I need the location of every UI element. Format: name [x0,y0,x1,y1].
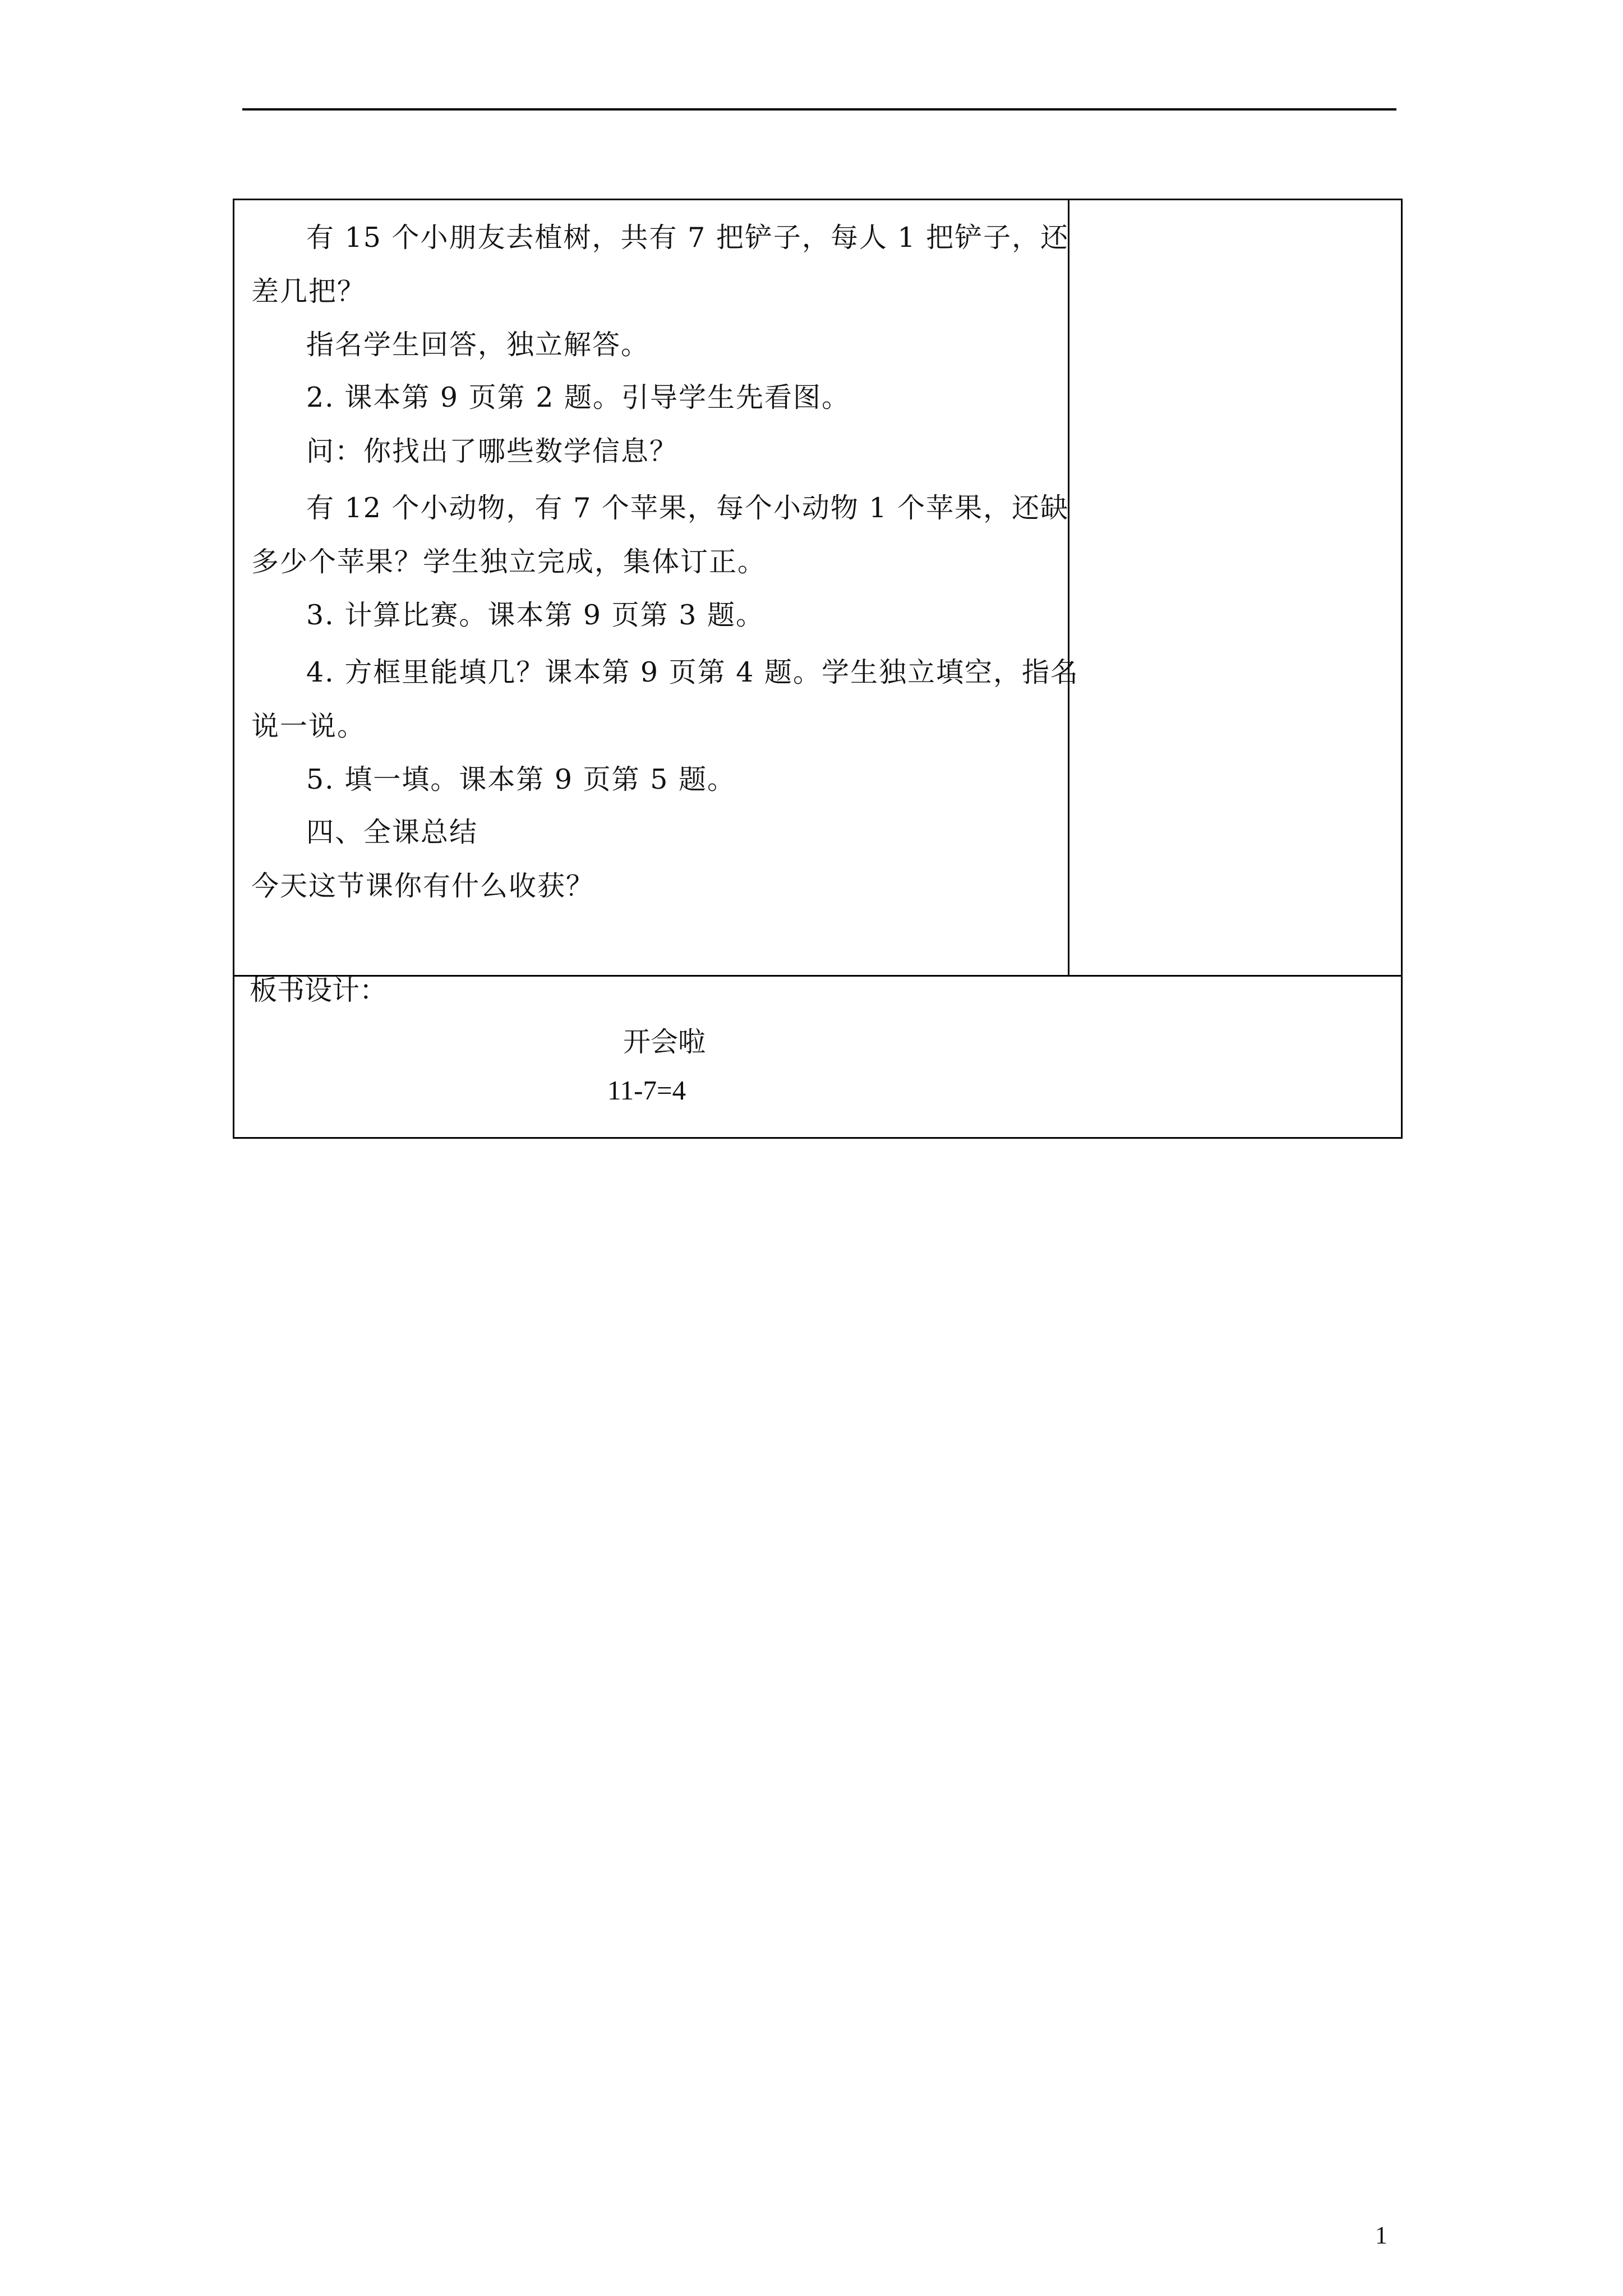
lesson-line: 有 12 个小动物，有 7 个苹果，每个小动物 1 个苹果，还缺 [306,492,1069,524]
board-title: 开会啦 [623,1026,706,1058]
lesson-line: 4. 方框里能填几？课本第 9 页第 4 题。学生独立填空，指名 [306,656,1079,688]
header-rule [242,108,1396,111]
page-number: 1 [1375,2221,1387,2249]
section-heading: 四、全课总结 [306,816,478,848]
lesson-line: 说一说。 [251,710,366,742]
board-design-label: 板书设计： [250,974,388,1006]
board-equation: 11-7=4 [607,1075,686,1106]
lesson-line: 3. 计算比赛。课本第 9 页第 3 题。 [306,599,764,631]
lesson-line: 有 15 个小朋友去植树，共有 7 把铲子，每人 1 把铲子，还 [306,222,1069,254]
lesson-line: 5. 填一填。课本第 9 页第 5 题。 [306,763,736,795]
board-design [233,760,1403,1152]
lesson-line: 多少个苹果？学生独立完成，集体订正。 [251,546,767,578]
lesson-line: 指名学生回答，独立解答。 [306,329,650,361]
lesson-line: 今天这节课你有什么收获？ [251,870,595,902]
lesson-line: 2. 课本第 9 页第 2 题。引导学生先看图。 [306,381,850,413]
lesson-line: 问：你找出了哪些数学信息？ [306,435,679,467]
lesson-line: 差几把？ [251,275,366,307]
